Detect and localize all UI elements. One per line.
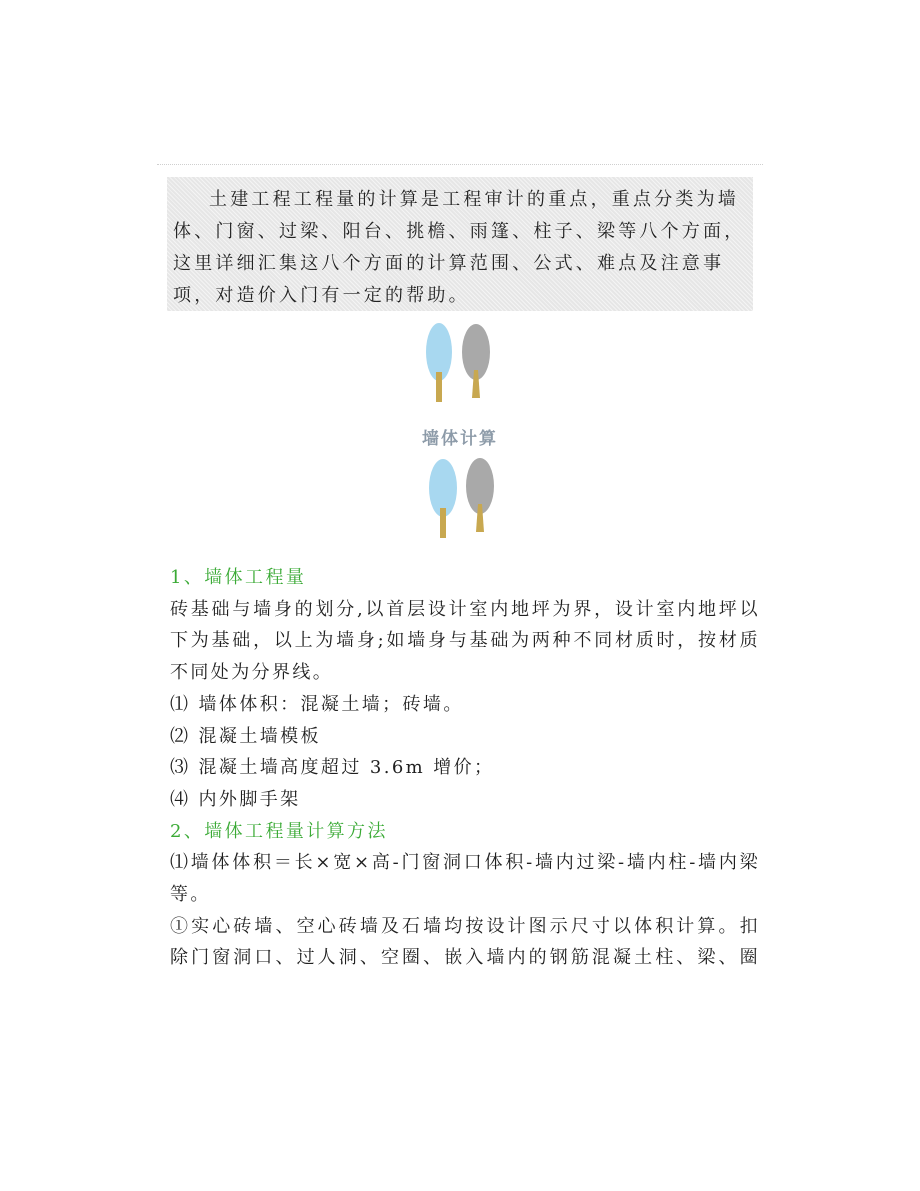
paragraph-line: 下为基础，以上为墙身;如墙身与基础为两种不同材质时，按材质 xyxy=(170,630,760,652)
tree-trunk xyxy=(436,372,442,402)
paragraph-line: 不同处为分界线。 xyxy=(170,662,334,684)
list-item: ⑵ 混凝土墙模板 xyxy=(170,725,321,747)
tree-decoration-icon xyxy=(420,456,510,540)
section-title: 墙体计算 xyxy=(422,429,498,449)
heading-calc-method: 2、墙体工程量计算方法 xyxy=(170,820,388,842)
paragraph-line: 砖基础与墙身的划分,以首层设计室内地坪为界，设计室内地坪以 xyxy=(170,598,760,620)
article-body xyxy=(170,562,760,974)
list-item: ⑷ 内外脚手架 xyxy=(170,788,301,810)
list-item: ⑴ 墙体体积：混凝土墙；砖墙。 xyxy=(170,693,464,715)
paragraph-line: ①实心砖墙、空心砖墙及石墙均按设计图示尺寸以体积计算。扣 xyxy=(170,915,760,937)
intro-box xyxy=(167,177,753,311)
tree-trunk xyxy=(440,508,446,538)
paragraph-line: ⑴墙体体积＝长×宽×高-门窗洞口体积-墙内过梁-墙内柱-墙内梁 xyxy=(170,852,760,874)
heading-wall-quantity: 1、墙体工程量 xyxy=(170,567,307,588)
paragraph-line: 等。 xyxy=(170,884,211,906)
paragraph-line: 除门窗洞口、过人洞、空圈、嵌入墙内的钢筋混凝土柱、梁、圈 xyxy=(170,947,760,969)
list-item: ⑶ 混凝土墙高度超过 3.6m 增价； xyxy=(170,757,495,779)
top-divider xyxy=(157,164,763,165)
intro-text: 土建工程工程量的计算是工程审计的重点，重点分类为墙体、门窗、过梁、阳台、挑檐、雨篷、柱子、梁等八个方面，这里详细汇集这八个方面的计算范围、公式、难点及注意事项，对造价入门有一定的帮助。 xyxy=(173,189,746,306)
tree-decoration-icon xyxy=(420,320,510,404)
